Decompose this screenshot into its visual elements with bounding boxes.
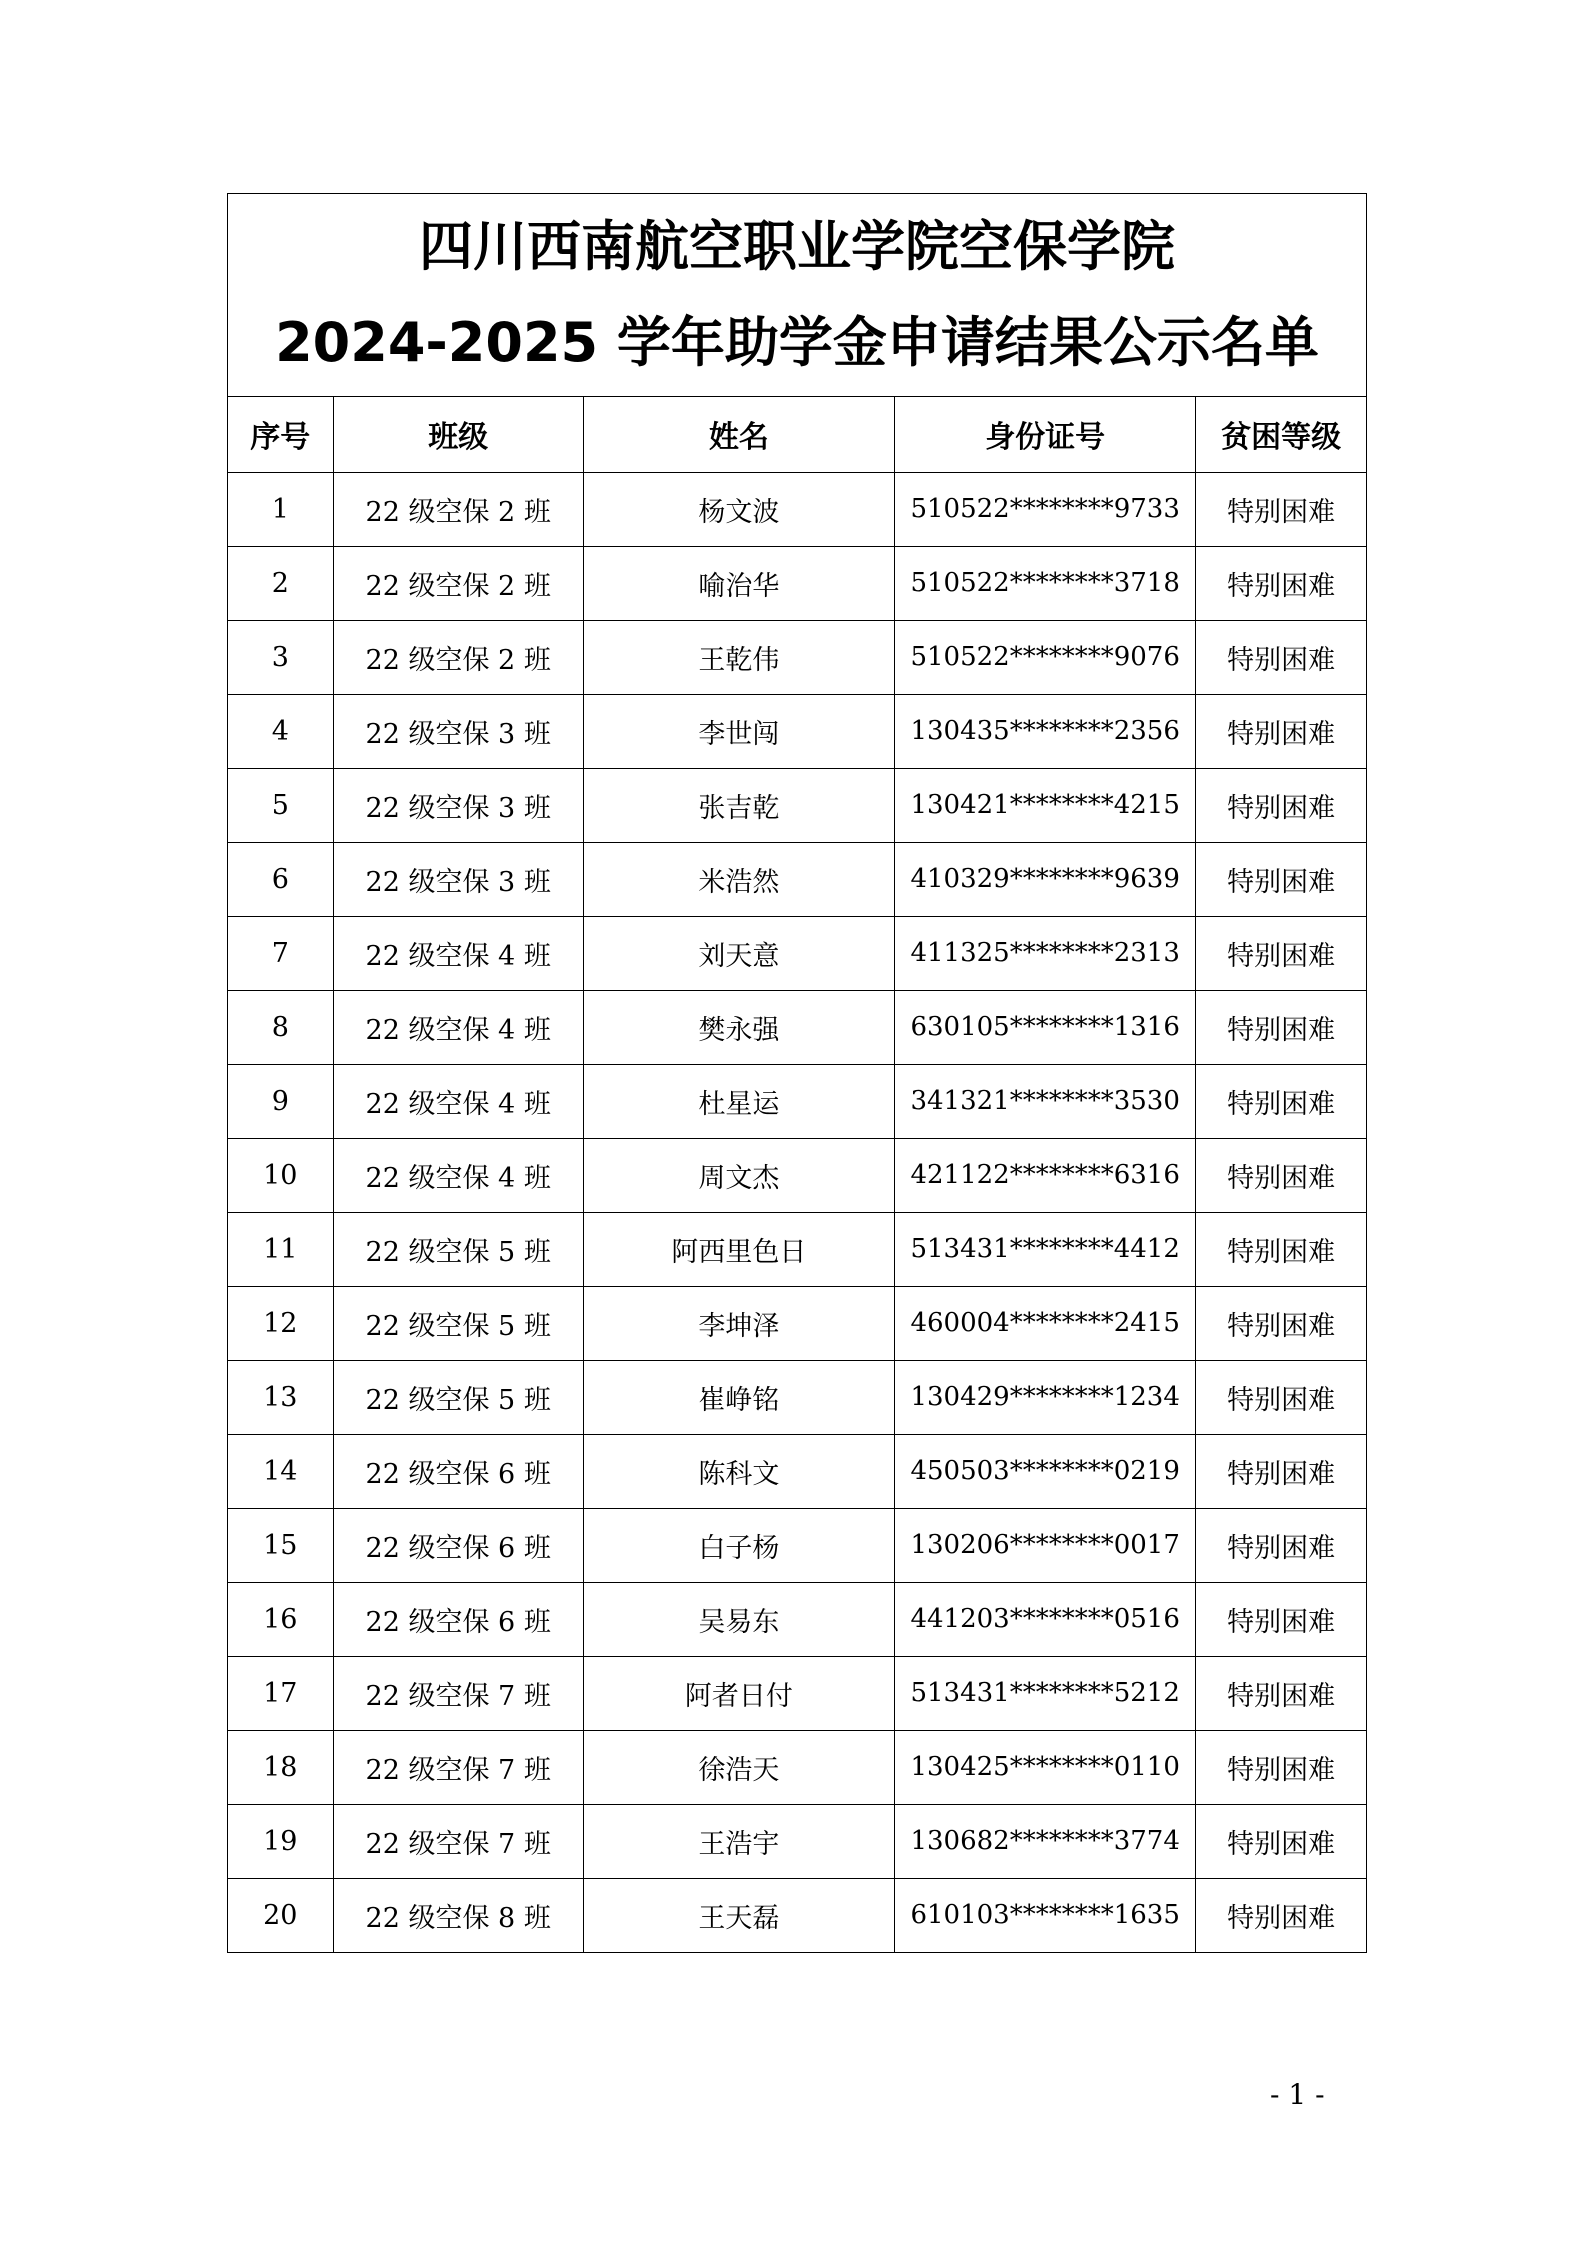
- cell-seq: 14: [228, 1434, 333, 1508]
- cell-seq: 16: [228, 1582, 333, 1656]
- cell-seq: 8: [228, 990, 333, 1064]
- cell-class: 22 级空保 3 班: [333, 768, 583, 842]
- cell-name: 刘天意: [583, 916, 894, 990]
- cell-level: 特别困难: [1196, 1434, 1366, 1508]
- cell-seq: 13: [228, 1360, 333, 1434]
- cell-seq: 11: [228, 1212, 333, 1286]
- cell-seq: 3: [228, 620, 333, 694]
- cell-class: 22 级空保 4 班: [333, 1064, 583, 1138]
- cell-name: 喻治华: [583, 546, 894, 620]
- table-row: [228, 990, 1366, 1064]
- cell-name: 周文杰: [583, 1138, 894, 1212]
- cell-level: 特别困难: [1196, 990, 1366, 1064]
- cell-class: 22 级空保 6 班: [333, 1508, 583, 1582]
- cell-level: 特别困难: [1196, 1360, 1366, 1434]
- cell-id: 130429********1234: [895, 1360, 1196, 1434]
- cell-id: 513431********4412: [895, 1212, 1196, 1286]
- table-row: [228, 1286, 1366, 1360]
- table-row: [228, 1804, 1366, 1878]
- table-row: [228, 1878, 1366, 1952]
- cell-seq: 17: [228, 1656, 333, 1730]
- cell-class: 22 级空保 5 班: [333, 1212, 583, 1286]
- cell-id: 510522********9076: [895, 620, 1196, 694]
- cell-level: 特别困难: [1196, 1656, 1366, 1730]
- table-header-row: [228, 397, 1366, 472]
- cell-level: 特别困难: [1196, 768, 1366, 842]
- cell-name: 徐浩天: [583, 1730, 894, 1804]
- cell-id: 450503********0219: [895, 1434, 1196, 1508]
- cell-seq: 6: [228, 842, 333, 916]
- table-body: [228, 472, 1366, 1952]
- cell-id: 460004********2415: [895, 1286, 1196, 1360]
- header-class: 班级: [333, 397, 583, 472]
- table-row: [228, 1508, 1366, 1582]
- cell-seq: 1: [228, 472, 333, 546]
- cell-id: 130682********3774: [895, 1804, 1196, 1878]
- cell-class: 22 级空保 6 班: [333, 1434, 583, 1508]
- cell-name: 米浩然: [583, 842, 894, 916]
- cell-seq: 5: [228, 768, 333, 842]
- cell-id: 130206********0017: [895, 1508, 1196, 1582]
- cell-level: 特别困难: [1196, 1138, 1366, 1212]
- header-id: 身份证号: [895, 397, 1196, 472]
- cell-class: 22 级空保 2 班: [333, 620, 583, 694]
- cell-name: 王天磊: [583, 1878, 894, 1952]
- cell-level: 特别困难: [1196, 1878, 1366, 1952]
- cell-name: 白子杨: [583, 1508, 894, 1582]
- cell-seq: 2: [228, 546, 333, 620]
- cell-class: 22 级空保 6 班: [333, 1582, 583, 1656]
- cell-name: 吴易东: [583, 1582, 894, 1656]
- table-row: [228, 472, 1366, 546]
- table-row: [228, 1138, 1366, 1212]
- cell-class: 22 级空保 7 班: [333, 1730, 583, 1804]
- cell-name: 李坤泽: [583, 1286, 894, 1360]
- title-line-2: 2024-2025 学年助学金申请结果公示名单: [275, 311, 1319, 374]
- table-row: [228, 842, 1366, 916]
- list-sheet: [227, 193, 1367, 1953]
- table-row: [228, 694, 1366, 768]
- table-row: [228, 546, 1366, 620]
- cell-class: 22 级空保 5 班: [333, 1360, 583, 1434]
- table-row: [228, 768, 1366, 842]
- cell-level: 特别困难: [1196, 916, 1366, 990]
- cell-name: 阿西里色日: [583, 1212, 894, 1286]
- table-row: [228, 1730, 1366, 1804]
- cell-seq: 18: [228, 1730, 333, 1804]
- cell-seq: 15: [228, 1508, 333, 1582]
- table-row: [228, 916, 1366, 990]
- table-row: [228, 1434, 1366, 1508]
- cell-seq: 10: [228, 1138, 333, 1212]
- cell-class: 22 级空保 5 班: [333, 1286, 583, 1360]
- cell-class: 22 级空保 8 班: [333, 1878, 583, 1952]
- cell-seq: 4: [228, 694, 333, 768]
- cell-id: 610103********1635: [895, 1878, 1196, 1952]
- cell-class: 22 级空保 3 班: [333, 842, 583, 916]
- cell-level: 特别困难: [1196, 842, 1366, 916]
- table-row: [228, 1656, 1366, 1730]
- title-block: [228, 194, 1366, 397]
- cell-level: 特别困难: [1196, 1508, 1366, 1582]
- aid-result-table: [228, 397, 1366, 1952]
- cell-id: 410329********9639: [895, 842, 1196, 916]
- cell-class: 22 级空保 7 班: [333, 1804, 583, 1878]
- page-number: - 1 -: [1270, 2078, 1325, 2111]
- cell-id: 630105********1316: [895, 990, 1196, 1064]
- cell-id: 510522********9733: [895, 472, 1196, 546]
- table-row: [228, 620, 1366, 694]
- cell-id: 341321********3530: [895, 1064, 1196, 1138]
- cell-name: 阿者日付: [583, 1656, 894, 1730]
- cell-name: 杜星运: [583, 1064, 894, 1138]
- cell-level: 特别困难: [1196, 1730, 1366, 1804]
- cell-class: 22 级空保 4 班: [333, 990, 583, 1064]
- cell-level: 特别困难: [1196, 1286, 1366, 1360]
- cell-class: 22 级空保 4 班: [333, 1138, 583, 1212]
- cell-id: 441203********0516: [895, 1582, 1196, 1656]
- cell-level: 特别困难: [1196, 472, 1366, 546]
- cell-level: 特别困难: [1196, 1064, 1366, 1138]
- cell-name: 陈科文: [583, 1434, 894, 1508]
- cell-id: 130421********4215: [895, 768, 1196, 842]
- cell-seq: 7: [228, 916, 333, 990]
- cell-level: 特别困难: [1196, 1212, 1366, 1286]
- cell-id: 513431********5212: [895, 1656, 1196, 1730]
- cell-id: 130435********2356: [895, 694, 1196, 768]
- cell-seq: 19: [228, 1804, 333, 1878]
- cell-id: 510522********3718: [895, 546, 1196, 620]
- cell-id: 411325********2313: [895, 916, 1196, 990]
- cell-class: 22 级空保 7 班: [333, 1656, 583, 1730]
- table-row: [228, 1360, 1366, 1434]
- cell-class: 22 级空保 4 班: [333, 916, 583, 990]
- cell-class: 22 级空保 2 班: [333, 546, 583, 620]
- table-row: [228, 1212, 1366, 1286]
- cell-seq: 20: [228, 1878, 333, 1952]
- cell-name: 张吉乾: [583, 768, 894, 842]
- table-row: [228, 1582, 1366, 1656]
- cell-name: 王浩宇: [583, 1804, 894, 1878]
- cell-class: 22 级空保 2 班: [333, 472, 583, 546]
- cell-level: 特别困难: [1196, 694, 1366, 768]
- cell-seq: 9: [228, 1064, 333, 1138]
- cell-id: 130425********0110: [895, 1730, 1196, 1804]
- cell-seq: 12: [228, 1286, 333, 1360]
- cell-class: 22 级空保 3 班: [333, 694, 583, 768]
- cell-name: 王乾伟: [583, 620, 894, 694]
- cell-name: 樊永强: [583, 990, 894, 1064]
- header-seq: 序号: [228, 397, 333, 472]
- cell-level: 特别困难: [1196, 1582, 1366, 1656]
- title-line-1: 四川西南航空职业学院空保学院: [419, 215, 1175, 278]
- cell-id: 421122********6316: [895, 1138, 1196, 1212]
- header-name: 姓名: [583, 397, 894, 472]
- table-row: [228, 1064, 1366, 1138]
- cell-name: 崔峥铭: [583, 1360, 894, 1434]
- header-level: 贫困等级: [1196, 397, 1366, 472]
- cell-name: 杨文波: [583, 472, 894, 546]
- cell-level: 特别困难: [1196, 546, 1366, 620]
- cell-name: 李世闯: [583, 694, 894, 768]
- cell-level: 特别困难: [1196, 620, 1366, 694]
- cell-level: 特别困难: [1196, 1804, 1366, 1878]
